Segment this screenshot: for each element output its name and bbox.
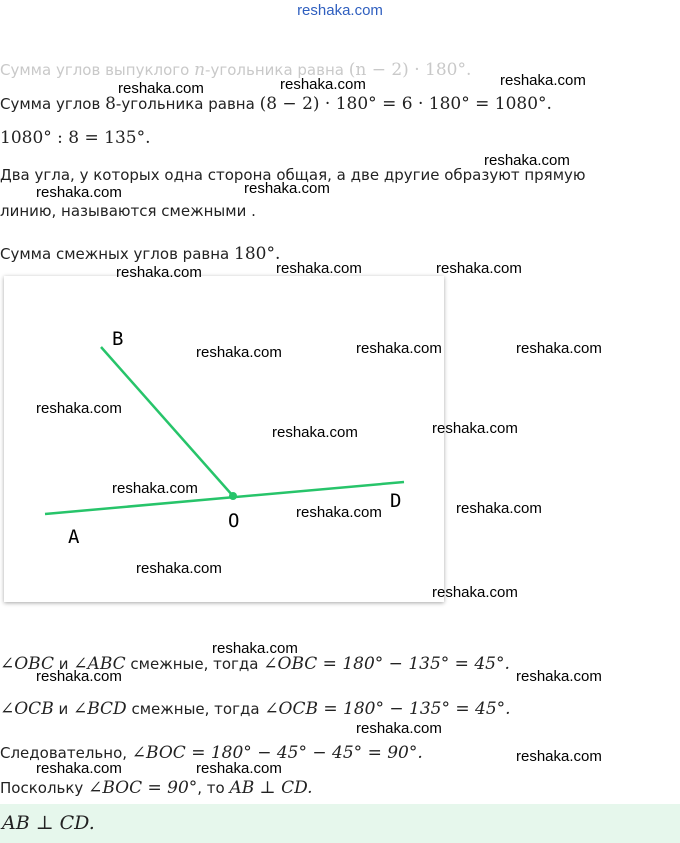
text-line-perpendicular (0, 778, 313, 798)
answer-box (0, 804, 680, 843)
watermark: reshaka.com (516, 668, 602, 685)
math: ∠BCD (72, 699, 127, 719)
math: n (194, 60, 206, 80)
math: AB ⊥ CD. (229, 778, 313, 798)
site-header-link[interactable]: reshaka.com (297, 2, 383, 19)
math: ∠BOC = 180° − 45° − 45° = 90°. (131, 743, 423, 763)
watermark: reshaka.com (516, 340, 602, 357)
watermark: reshaka.com (432, 420, 518, 437)
label-d: D (390, 490, 402, 512)
watermark: reshaka.com (36, 760, 122, 777)
watermark: reshaka.com (244, 180, 330, 197)
watermark: reshaka.com (118, 80, 204, 97)
watermark: reshaka.com (272, 424, 358, 441)
math: 1080° : 8 = 135°. (0, 128, 151, 148)
text: Два угла, у которых одна сторона общая, а две другие образуют прямую (0, 166, 586, 184)
text: и (53, 700, 73, 718)
text: -угольника равна (205, 61, 349, 79)
watermark: reshaka.com (356, 720, 442, 737)
watermark: reshaka.com (36, 668, 122, 685)
math: ∠BOC = 90° (88, 778, 198, 798)
text: Следовательно, (0, 744, 132, 762)
watermark: reshaka.com (500, 72, 586, 89)
watermark: reshaka.com (296, 504, 382, 521)
text-line-adjacent-sum (0, 244, 280, 264)
watermark: reshaka.com (484, 152, 570, 169)
label-b: B (112, 328, 124, 350)
text: смежные, тогда (126, 700, 265, 718)
answer-text: AB ⊥ CD. (2, 812, 95, 834)
text-line-ocb (0, 699, 511, 719)
math: (n − 2) · 180°. (348, 60, 472, 80)
math: ∠ABC (73, 654, 126, 674)
text-line-division (0, 128, 151, 148)
text: смежные, тогда (125, 655, 264, 673)
watermark: reshaka.com (196, 344, 282, 361)
watermark: reshaka.com (36, 184, 122, 201)
text-line-octagon-sum (0, 94, 552, 114)
watermark: reshaka.com (136, 560, 222, 577)
text: Сумма углов выпуклого (0, 61, 195, 79)
watermark: reshaka.com (36, 400, 122, 417)
math: ∠OBC (0, 654, 54, 674)
text: -угольника равна (115, 95, 260, 113)
watermark: reshaka.com (516, 748, 602, 765)
text: линию, называются смежными . (0, 202, 256, 220)
text: и (54, 655, 74, 673)
watermark: reshaka.com (456, 500, 542, 517)
line-bo (101, 347, 233, 496)
watermark: reshaka.com (436, 260, 522, 277)
watermark: reshaka.com (356, 340, 442, 357)
text-line-polygon-sum (0, 60, 471, 80)
watermark: reshaka.com (116, 264, 202, 281)
math: 180°. (234, 244, 281, 264)
text: , то (197, 779, 230, 797)
label-o: O (228, 510, 240, 532)
math: ∠OCB = 180° − 135° = 45°. (264, 699, 511, 719)
watermark: reshaka.com (196, 760, 282, 777)
math: ∠OCB (0, 699, 54, 719)
math: (8 − 2) · 180° = 6 · 180° = 1080°. (259, 94, 552, 114)
text: Поскольку (0, 779, 89, 797)
text: Сумма смежных углов равна (0, 245, 234, 263)
math: ∠OBC = 180° − 135° = 45°. (263, 654, 510, 674)
label-a: A (68, 526, 80, 548)
watermark: reshaka.com (276, 260, 362, 277)
geometry-diagram (4, 276, 444, 602)
point-o (229, 492, 237, 500)
text-line-definition-2 (0, 202, 256, 220)
diagram-svg (4, 276, 444, 602)
watermark: reshaka.com (112, 480, 198, 497)
watermark: reshaka.com (212, 640, 298, 657)
text: Сумма углов (0, 95, 106, 113)
watermark: reshaka.com (280, 76, 366, 93)
math: 8 (105, 94, 116, 114)
watermark: reshaka.com (432, 584, 518, 601)
